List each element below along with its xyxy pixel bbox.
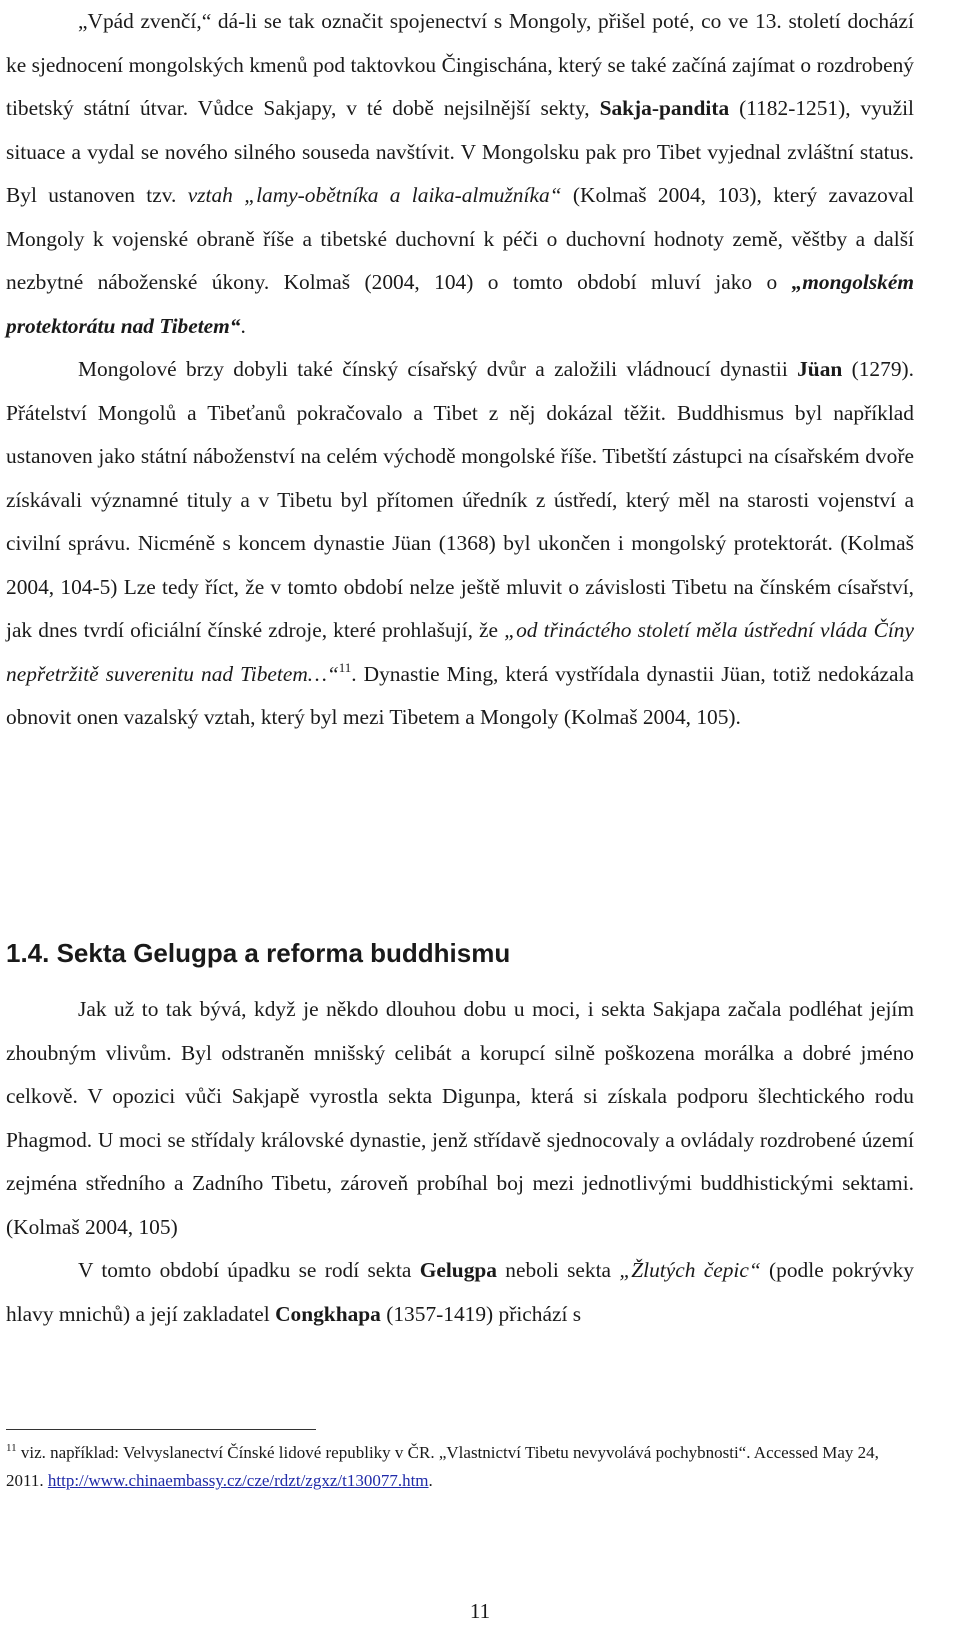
footnote xyxy=(6,1439,906,1495)
footnote-end: . xyxy=(428,1471,433,1490)
footnote-divider xyxy=(6,1429,316,1430)
paragraph-sakjapa-decline: Jak už to tak bývá, když je někdo dlouhou dobu u moci, i sekta Sakjapa začala podléhat jejím zhoubným vlivům. Byl odstraněn mnišský celibát a korupcí silně poškozena morálka a dobré jméno celkově. V opozici vůči Sakjapě vyrostla sekta Digunpa, která si získala podporu šlechtického rodu Phagmod. U moci se střídaly královské dynastie, jenž střídavě sjednocovaly a ovládaly rozdrobené území zejména středního a Zadního Tibetu, zároveň probíhal boj mezi jednotlivými buddhistickými sektami. (Kolmaš 2004, 105) xyxy=(6,997,914,1239)
text-run: . xyxy=(240,313,246,338)
paragraph-gelugpa xyxy=(6,1249,914,1336)
bold-term: Gelugpa xyxy=(419,1258,497,1282)
text-run: (Kolmaš 2004, 103), který zavazoval Mongoly k vojenské obraně říše a tibetské duchovní k péči o duchovní hodnoty země, věštby a další nezbytné náboženské úkony. Kolmaš (2004, 104) o tomto období mluví jako o xyxy=(6,183,914,294)
text-run: (1279). Přátelství Mongolů a Tibeťanů pokračovalo a Tibet z něj dokázal těžit. Buddhismus byl například ustanoven jako státní náboženství na celém východě mongolské říše. Tibetští zástupci na císařském dvoře získávali významné tituly a v Tibetu byl přítomen úředník z ústředí, který měl na starosti vojenství a civilní správu. Nicméně s koncem dynastie Jüan (1368) byl ukončen i mongolský protektorát. (Kolmaš 2004, 104-5) Lze tedy říct, že v tomto období nelze ještě mluvit o závislosti Tibetu na čínském císařství, jak dnes tvrdí oficiální čínské zdroje, které prohlašují, že xyxy=(6,357,914,642)
italic-phrase: „Žlutých čepic“ xyxy=(619,1258,761,1282)
text-run: . Dynastie Ming, která vystřídala dynastii Jüan, totiž nedokázala obnovit onen vazalský vztah, který byl mezi Tibetem a Mongoly (Kolmaš 2004, 105). xyxy=(6,661,914,729)
bold-term: Sakja-pandita xyxy=(599,96,730,120)
bold-term: Congkhapa xyxy=(275,1301,381,1326)
footnote-number: 11 xyxy=(6,1442,17,1454)
italic-quote: „od třináctého století měla ústřední vláda Číny nepřetržitě suverenitu nad Tibetem…“ xyxy=(6,618,914,686)
body-text-lower xyxy=(6,988,914,1336)
footnote-link[interactable]: http://www.chinaembassy.cz/cze/rdzt/zgxz/t130077.htm xyxy=(47,1471,429,1490)
bold-italic-phrase: „mongolském protektorátu nad Tibetem“ xyxy=(6,270,914,338)
paragraph-yuan-dynasty xyxy=(6,348,914,740)
text-run: neboli sekta xyxy=(497,1258,620,1282)
footnote-text: viz. například: Velvyslanectví Čínské lidové republiky v ČR. „Vlastnictví Tibetu nevyvolává pochybnosti“. Accessed May 24, 2011. xyxy=(6,1443,879,1490)
text-run: Mongolové brzy dobyli také čínský císařský dvůr a založili vládnoucí dynastii xyxy=(78,357,798,381)
bold-term: Jüan xyxy=(797,357,843,381)
text-run: (1357-1419) přichází s xyxy=(380,1301,582,1326)
text-run: (podle pokrývky hlavy mnichů) a její zakladatel xyxy=(6,1258,914,1326)
italic-phrase: vztah „lamy-obětníka a laika-almužníka“ xyxy=(187,183,562,207)
text-run: V tomto období úpadku se rodí sekta xyxy=(78,1258,420,1282)
footnote-reference[interactable]: 11 xyxy=(338,659,352,675)
text-run: (1182-1251), využil situace a vydal se nového silného souseda navštívit. V Mongolsku pak pro Tibet vyjednal zvláštní status. Byl ustanoven tzv. xyxy=(6,96,914,207)
page-number: 11 xyxy=(469,1599,491,1623)
section-heading: 1.4. Sekta Gelugpa a reforma buddhismu xyxy=(6,938,511,968)
text-run: „Vpád zvenčí,“ dá-li se tak označit spojenectví s Mongoly, přišel poté, co ve 13. století dochází ke sjednocení mongolských kmenů pod taktovkou Čingischána, který se také začíná zajímat o rozdrobený tibetský státní útvar. Vůdce Sakjapy, v té době nejsilnější sekty, xyxy=(6,9,914,120)
body-text-upper xyxy=(6,0,914,740)
paragraph-mongol-alliance xyxy=(6,0,914,348)
